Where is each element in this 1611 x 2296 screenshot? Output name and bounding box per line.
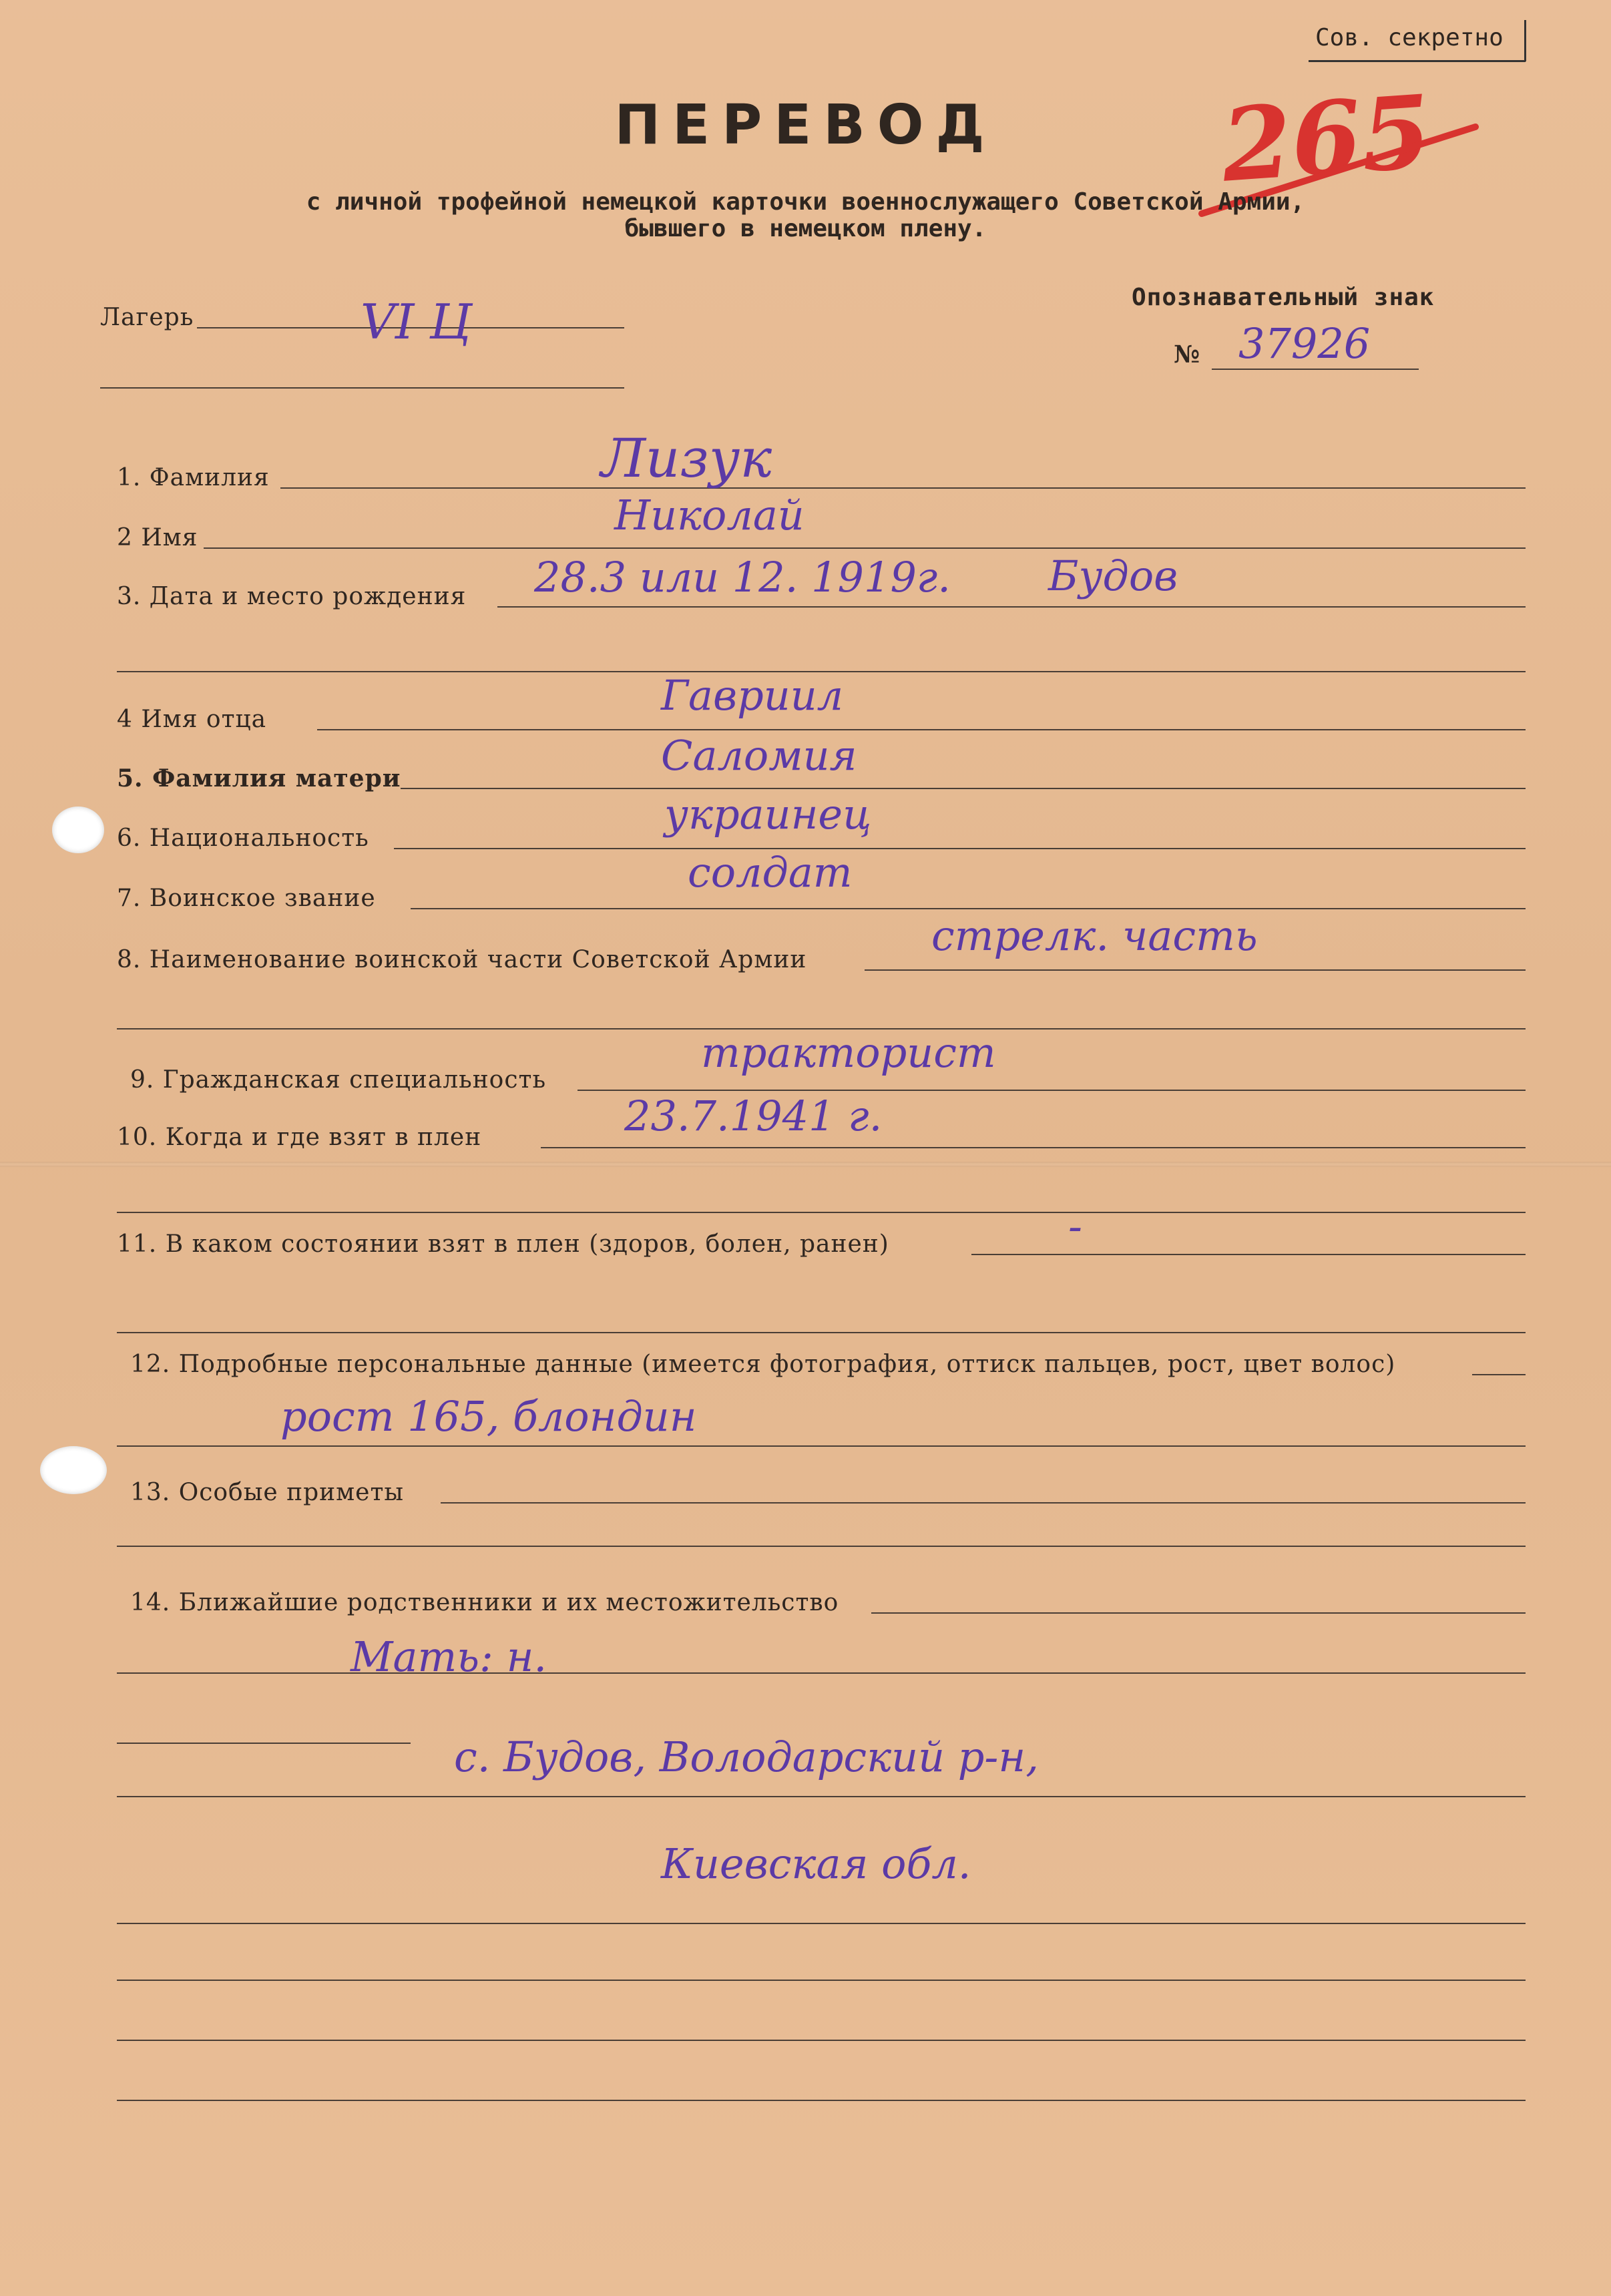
field-rule-relatives-6 (117, 1980, 1526, 1981)
classification-bracket (1524, 20, 1526, 61)
field-value-birth-place: Будов (1048, 551, 1178, 600)
field-label-relatives: 14. Ближайшие родственники и их местожительство (130, 1589, 839, 1616)
paper-fold (0, 1162, 1611, 1167)
field-label-birth: 3. Дата и место рождения (117, 583, 467, 610)
field-value-nationality: украинец (664, 790, 872, 839)
camp-rule-2 (100, 387, 624, 389)
classification-stamp: Сов. секретно (1315, 24, 1504, 51)
field-label-rank: 7. Воинское звание (117, 885, 376, 912)
field-value-relatives-2: с. Будов, Володарский р-н, (454, 1733, 1039, 1781)
field-value-name: Николай (614, 491, 804, 539)
field-rule-birth (497, 606, 1526, 608)
classification-underline (1309, 60, 1526, 62)
field-rule-profession (578, 1090, 1526, 1091)
field-rule-condition (971, 1254, 1526, 1255)
field-rule-condition-2 (117, 1332, 1526, 1333)
field-rule-rank (411, 908, 1526, 909)
punch-hole-top (52, 807, 104, 853)
field-label-mother: 5. Фамилия матери (117, 764, 401, 792)
field-rule-nationality (394, 848, 1526, 849)
camp-label: Лагерь (100, 304, 194, 331)
field-rule-features (441, 1502, 1526, 1504)
document-title: ПЕРЕВОД (614, 93, 997, 157)
field-label-features: 13. Особые приметы (130, 1479, 405, 1506)
field-value-unit: стрелк. часть (931, 911, 1258, 960)
field-rule-relatives-3 (117, 1743, 411, 1744)
field-label-father: 4 Имя отца (117, 706, 267, 733)
field-value-relatives-1: Мать: н. (351, 1632, 547, 1681)
field-label-name: 2 Имя (117, 524, 198, 551)
field-value-personal-data: рост 165, блондин (280, 1392, 697, 1441)
field-rule-features-2 (117, 1546, 1526, 1547)
field-rule-captured (541, 1147, 1526, 1148)
field-rule-relatives-7 (117, 2040, 1526, 2041)
field-label-unit: 8. Наименование воинской части Советской Армии (117, 946, 807, 973)
camp-value: VI Ц (361, 294, 472, 350)
field-rule-relatives-8 (117, 2100, 1526, 2101)
field-label-personal-data: 12. Подробные персональные данные (имеется фотография, оттиск пальцев, рост, цвет волос) (130, 1351, 1396, 1378)
field-label-nationality: 6. Национальность (117, 825, 369, 852)
field-value-mother: Саломия (661, 731, 857, 780)
field-rule-father (317, 729, 1526, 730)
field-value-father: Гавриил (661, 671, 844, 720)
id-tag-rule (1212, 369, 1419, 370)
field-rule-relatives-4 (117, 1796, 1526, 1797)
field-rule-unit (865, 969, 1526, 971)
field-label-captured: 10. Когда и где взят в плен (117, 1124, 482, 1151)
id-tag-label: Опознавательный знак (1132, 284, 1435, 311)
field-rule-personal-data-2 (117, 1445, 1526, 1447)
id-tag-value: 37926 (1238, 319, 1371, 368)
field-value-profession: тракторист (701, 1028, 996, 1077)
field-value-condition: - (1068, 1202, 1082, 1250)
field-value-captured: 23.7.1941 г. (624, 1092, 883, 1140)
punch-hole-bottom (40, 1446, 107, 1494)
field-rule-relatives (871, 1612, 1526, 1614)
field-rule-personal-data (1472, 1374, 1526, 1375)
id-tag-prefix: № (1174, 340, 1201, 369)
subtitle-line-1: с личной трофейной немецкой карточки военнослужащего Советской Армии, (306, 188, 1305, 216)
field-rule-mother (401, 788, 1526, 789)
field-rule-name (204, 547, 1526, 549)
field-rule-captured-2 (117, 1212, 1526, 1213)
field-value-birth-date: 28.3 или 12. 1919г. (534, 553, 951, 602)
subtitle-line-2: бывшего в немецком плену. (624, 215, 987, 242)
field-value-surname: Лизук (601, 427, 772, 489)
field-rule-surname (280, 487, 1526, 489)
red-archive-number: 265 (1218, 73, 1435, 205)
field-rule-relatives-5 (117, 1923, 1526, 1924)
field-label-condition: 11. В каком состоянии взят в плен (здоров, болен, ранен) (117, 1230, 889, 1258)
field-label-surname: 1. Фамилия (117, 464, 270, 491)
field-rule-relatives-2 (117, 1672, 1526, 1674)
field-value-relatives-3: Киевская обл. (661, 1839, 971, 1888)
field-label-profession: 9. Гражданская специальность (130, 1066, 547, 1094)
field-value-rank: солдат (688, 848, 853, 897)
